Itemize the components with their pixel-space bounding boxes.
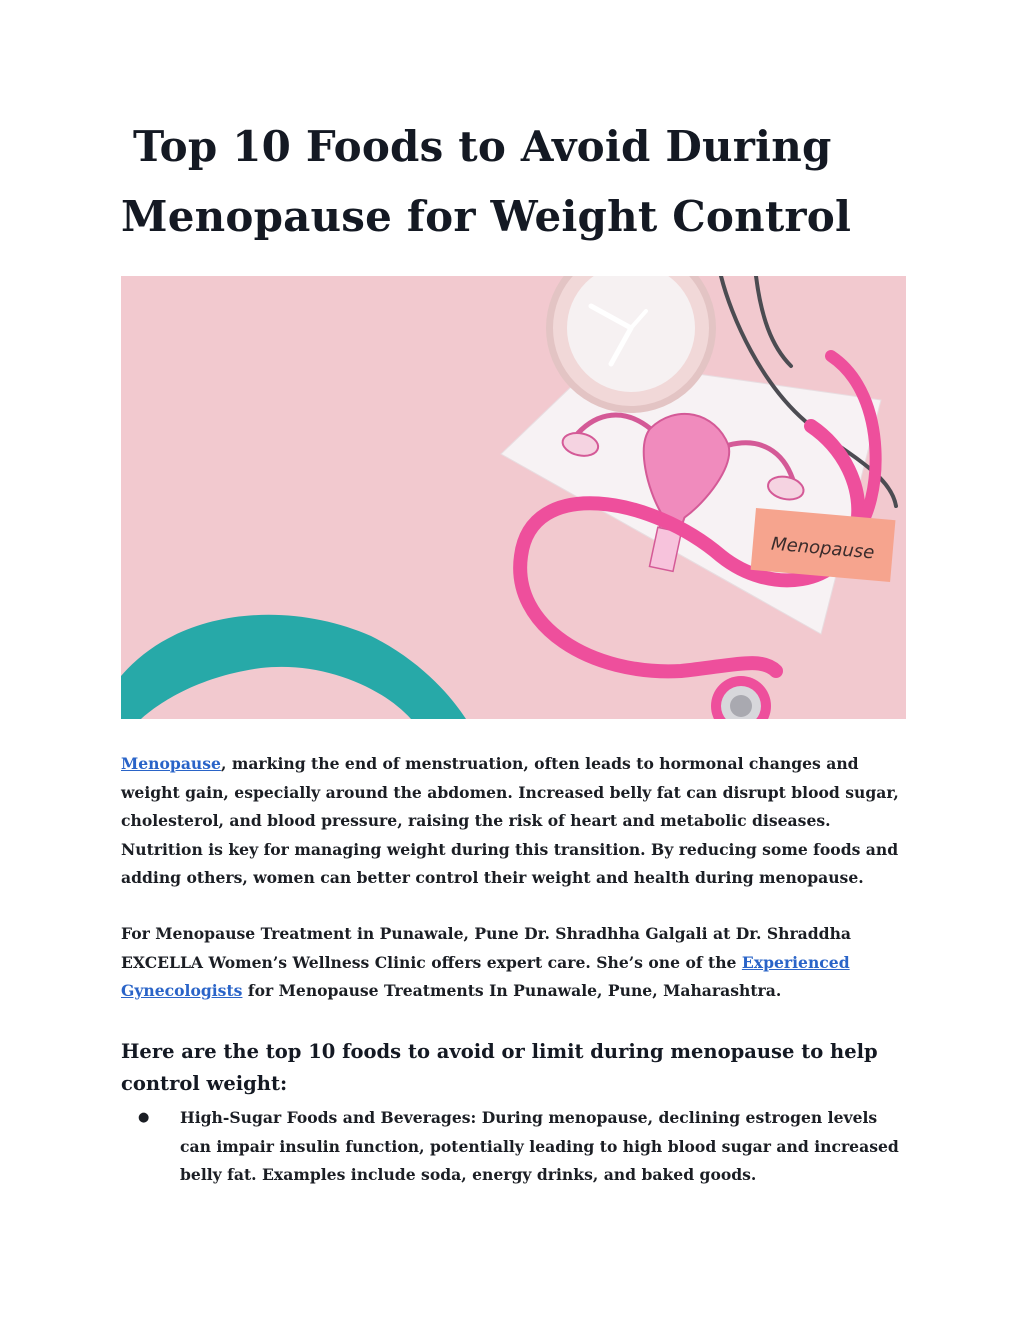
list-heading: Here are the top 10 foods to avoid or limit during menopause to help control weight: bbox=[121, 1040, 878, 1095]
foods-list bbox=[138, 1104, 908, 1190]
hero-image bbox=[121, 276, 906, 719]
title-line-1: Top 10 Foods to Avoid During bbox=[133, 122, 832, 171]
hero-illustration bbox=[121, 276, 906, 719]
menopause-note bbox=[751, 508, 896, 582]
clinic-text-before: For Menopause Treatment in Punawale, Pune Dr. Shradhha Galgali at Dr. Shraddha EXCELLA Women’s Wellness Clinic offers expert care. She’s one of the bbox=[121, 924, 852, 972]
menopause-link[interactable]: Menopause bbox=[121, 754, 221, 773]
clinic-paragraph bbox=[121, 920, 911, 1006]
bullet-icon: ● bbox=[138, 1110, 150, 1125]
list-item bbox=[138, 1104, 908, 1190]
menopause-note-label: Menopause bbox=[770, 533, 876, 564]
clinic-text-after: for Menopause Treatments In Punawale, Pune, Maharashtra. bbox=[242, 981, 782, 1001]
title-line-2: Menopause for Weight Control bbox=[121, 192, 852, 241]
intro-paragraph bbox=[121, 750, 911, 893]
page-title bbox=[121, 112, 921, 252]
experienced-gynecologists-link[interactable]: Experienced Gynecologists bbox=[121, 952, 850, 1001]
intro-text: , marking the end of menstruation, often leads to hormonal changes and weight gain, especially around the abdomen. Increased belly fat can disrupt blood sugar, cholesterol, and blood pressure, raising the risk of heart and metabolic diseases. Nutrition is key for managing weight during this transition. By reducing some foods and adding others, women can better control their weight and health during menopause. bbox=[121, 754, 899, 888]
list-item-text: High-Sugar Foods and Beverages: During menopause, declining estrogen levels can impair insulin function, potentially leading to high blood sugar and increased belly fat. Examples include soda, energy drinks, and baked goods. bbox=[180, 1108, 899, 1185]
